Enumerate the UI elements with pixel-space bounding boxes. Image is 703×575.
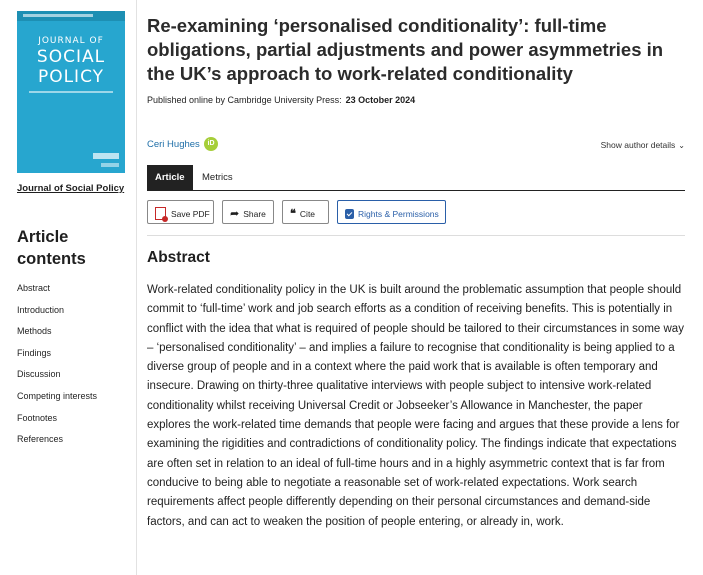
toc-item-footnotes[interactable]: Footnotes: [17, 412, 58, 423]
chevron-down-icon: ⌄: [678, 141, 685, 150]
quote-icon: ❝: [290, 207, 296, 220]
abstract-heading: Abstract: [147, 249, 210, 266]
cover-title: JOURNAL OF SOCIAL POLICY: [17, 35, 125, 93]
sidebar: [0, 0, 137, 575]
show-author-details-button[interactable]: [601, 140, 685, 150]
journal-cover-image[interactable]: [17, 11, 125, 173]
rights-check-icon: [345, 209, 354, 219]
divider: [147, 235, 685, 236]
tab-metrics[interactable]: Metrics: [202, 172, 233, 183]
cite-button[interactable]: ❝ Cite: [282, 200, 329, 224]
rights-permissions-button[interactable]: Rights & Permissions: [337, 200, 446, 224]
article-actions: [147, 200, 685, 228]
author-row: [147, 137, 685, 153]
article-title: Re-examining ‘personalised conditionality’: full-time obligations, partial adjustments and power asymmetries in the UK’s approach to work-related conditionality: [147, 15, 664, 84]
toc-item-references[interactable]: References: [17, 434, 64, 445]
table-of-contents: [17, 282, 97, 455]
toc-item-abstract[interactable]: Abstract: [17, 283, 51, 293]
toc-item-competing-interests[interactable]: Competing interests: [17, 390, 98, 401]
publication-info: [147, 95, 415, 105]
share-arrow-icon: ➦: [230, 207, 240, 220]
toc-item-introduction[interactable]: Introduction: [17, 304, 65, 315]
published-date: 23 October 2024: [345, 95, 416, 105]
abstract-text: Work-related conditionality policy in the UK is built around the problematic assumption that people should commit to ‘full-time’ work and job search efforts as a condition of receiving benefits. This is potentially in conflict with the idea that what is required of people should be tailored to their circumstances in some way – ‘personalised conditionality’ – and implies a failure to recognise that conditionality is being applied to a diverse group of people and in a context where the paid work that is available is often temporary and insecure. Drawing on thirty-three qualitative interviews with people subject to intensive work-related conditionality whilst receiving Universal Credit or Jobseeker’s Allowance in Manchester, the paper explores the work-related time demands that people were facing and argues that these provide a lens for examining the rigidities and contradictions of conditionality policy. The findings indicate that expectations are often set in relation to an ideal of full-time hours and in a highly asymmetric context that is far from conducive to being able to negotiate a reasonable set of work-related expectations. Work search requirements affect people differently depending on their personal circumstances and demand-side factors, and can act to weaken the position of people entering, or already in, work.: [147, 284, 684, 528]
show-author-details-label: Show author details: [600, 140, 676, 150]
toc-item-methods[interactable]: Methods: [17, 326, 52, 337]
share-button[interactable]: ➦ Share: [222, 200, 274, 224]
save-pdf-button[interactable]: Save PDF: [147, 200, 214, 224]
toc-item-findings[interactable]: Findings: [17, 347, 52, 358]
tab-article[interactable]: Article: [147, 165, 193, 190]
toc-item-discussion[interactable]: Discussion: [17, 369, 61, 380]
pdf-icon: [155, 207, 166, 220]
orcid-icon[interactable]: iD: [204, 137, 218, 151]
article-contents-heading: Article contents: [17, 228, 86, 268]
publisher-logo: [93, 153, 119, 159]
published-label: Published online by Cambridge University Press:: [147, 95, 342, 105]
journal-link[interactable]: Journal of Social Policy: [17, 183, 125, 194]
author-name[interactable]: Ceri Hughes: [147, 139, 200, 150]
article-tabs: [147, 165, 685, 191]
